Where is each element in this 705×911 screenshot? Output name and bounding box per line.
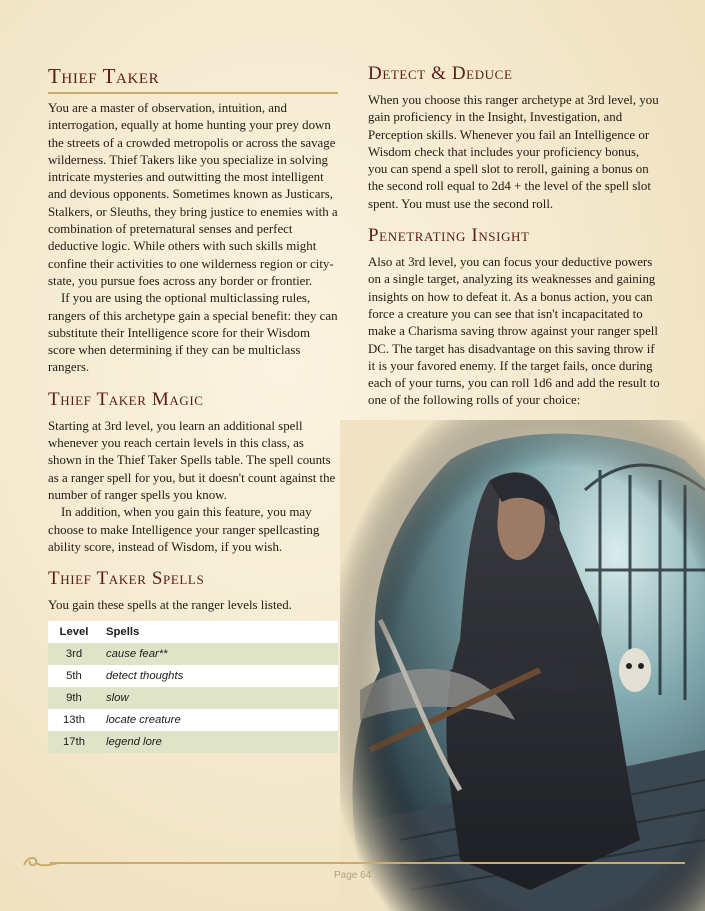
table-row	[48, 643, 338, 665]
table-cell-level: 17th	[48, 731, 100, 753]
detect-paragraph: When you choose this ranger archetype at 3rd level, you gain proficiency in the Insight, Investigation, and Perception skills. Whenever you fail an Intelligence or Wisdom check that includes your proficiency bonus, you can spend a spell slot to reroll, gaining a bonus on the second roll equal to 2d4 + the level of the spell slot spent. You must use the second roll.	[368, 93, 659, 211]
left-column	[48, 58, 338, 753]
section-title-insight: Penetrating Insight	[368, 225, 530, 247]
table-row	[48, 709, 338, 731]
hooded-ranger-image	[340, 420, 705, 911]
intro-paragraph: You are a master of observation, intuition, and interrogation, equally at home hunting your prey down the streets of a crowded metropolis or across the savage wilderness. Thief Takers like you specialize in solving intricate mysteries and outwitting the most intelligent and devious opponents. Sometimes known as Justicars, Stalkers, or Sleuths, they bring justice to enemies with a combination of preternatural senses and perfect deductive logic. While others with such skills might confine their activities to one wilderness region or city-state, you pursue foes across any border or frontier.	[48, 101, 338, 288]
table-cell-level: 3rd	[48, 643, 100, 665]
insight-paragraph: Also at 3rd level, you can focus your deductive powers on a single target, analyzing its weaknesses and gaining insights on how to defeat it. As a bonus action, you can force a creature you can see that isn't incapacitated to make a Charisma saving throw against your ranger spell DC. The target has disadvantage on this saving throw if it is your favored enemy. If the target fails, once during each of your turns, you can roll 1d6 and add the result to one of the following rolls of your choice:	[368, 255, 660, 408]
footer-rule	[50, 862, 685, 864]
table-cell-level: 9th	[48, 687, 100, 709]
spells-table	[48, 621, 338, 753]
table-row	[48, 665, 338, 687]
section-title-detect: Detect & Deduce	[368, 63, 513, 84]
table-cell-spell: slow	[100, 687, 338, 709]
table-cell-spell: legend lore	[100, 731, 338, 753]
page-number: Page 64	[334, 870, 372, 881]
section-title-thief-taker: Thief Taker	[48, 58, 338, 94]
table-header-row	[48, 621, 338, 643]
table-row	[48, 687, 338, 709]
spells-intro: You gain these spells at the ranger levels listed.	[48, 598, 292, 613]
section-title-magic: Thief Taker Magic	[48, 388, 204, 410]
table-cell-spell: cause fear**	[100, 643, 338, 665]
multiclass-paragraph: If you are using the optional multiclassing rules, rangers of this archetype gain a special benefit: they can substitute their Intelligence score for their Wisdom score when determining if they can be multiclass rangers.	[48, 291, 338, 375]
table-cell-level: 13th	[48, 709, 100, 731]
ranger-illustration	[340, 420, 705, 911]
magic-paragraph-2: In addition, when you gain this feature, you may choose to make Intelligence your ranger spellcasting ability score, instead of Wisdom, if you wish.	[48, 505, 320, 554]
table-header-level: Level	[48, 621, 100, 643]
table-cell-spell: locate creature	[100, 709, 338, 731]
table-row	[48, 731, 338, 753]
table-cell-spell: detect thoughts	[100, 665, 338, 687]
magic-paragraph: Starting at 3rd level, you learn an additional spell whenever you reach certain levels in this class, as shown in the Thief Taker Spells table. The spell counts as a ranger spell for you, but it doesn't count against the number of ranger spells you know.	[48, 418, 336, 502]
section-title-spells: Thief Taker Spells	[48, 568, 205, 590]
table-cell-level: 5th	[48, 665, 100, 687]
table-header-spells: Spells	[100, 621, 338, 643]
right-column	[368, 58, 660, 410]
